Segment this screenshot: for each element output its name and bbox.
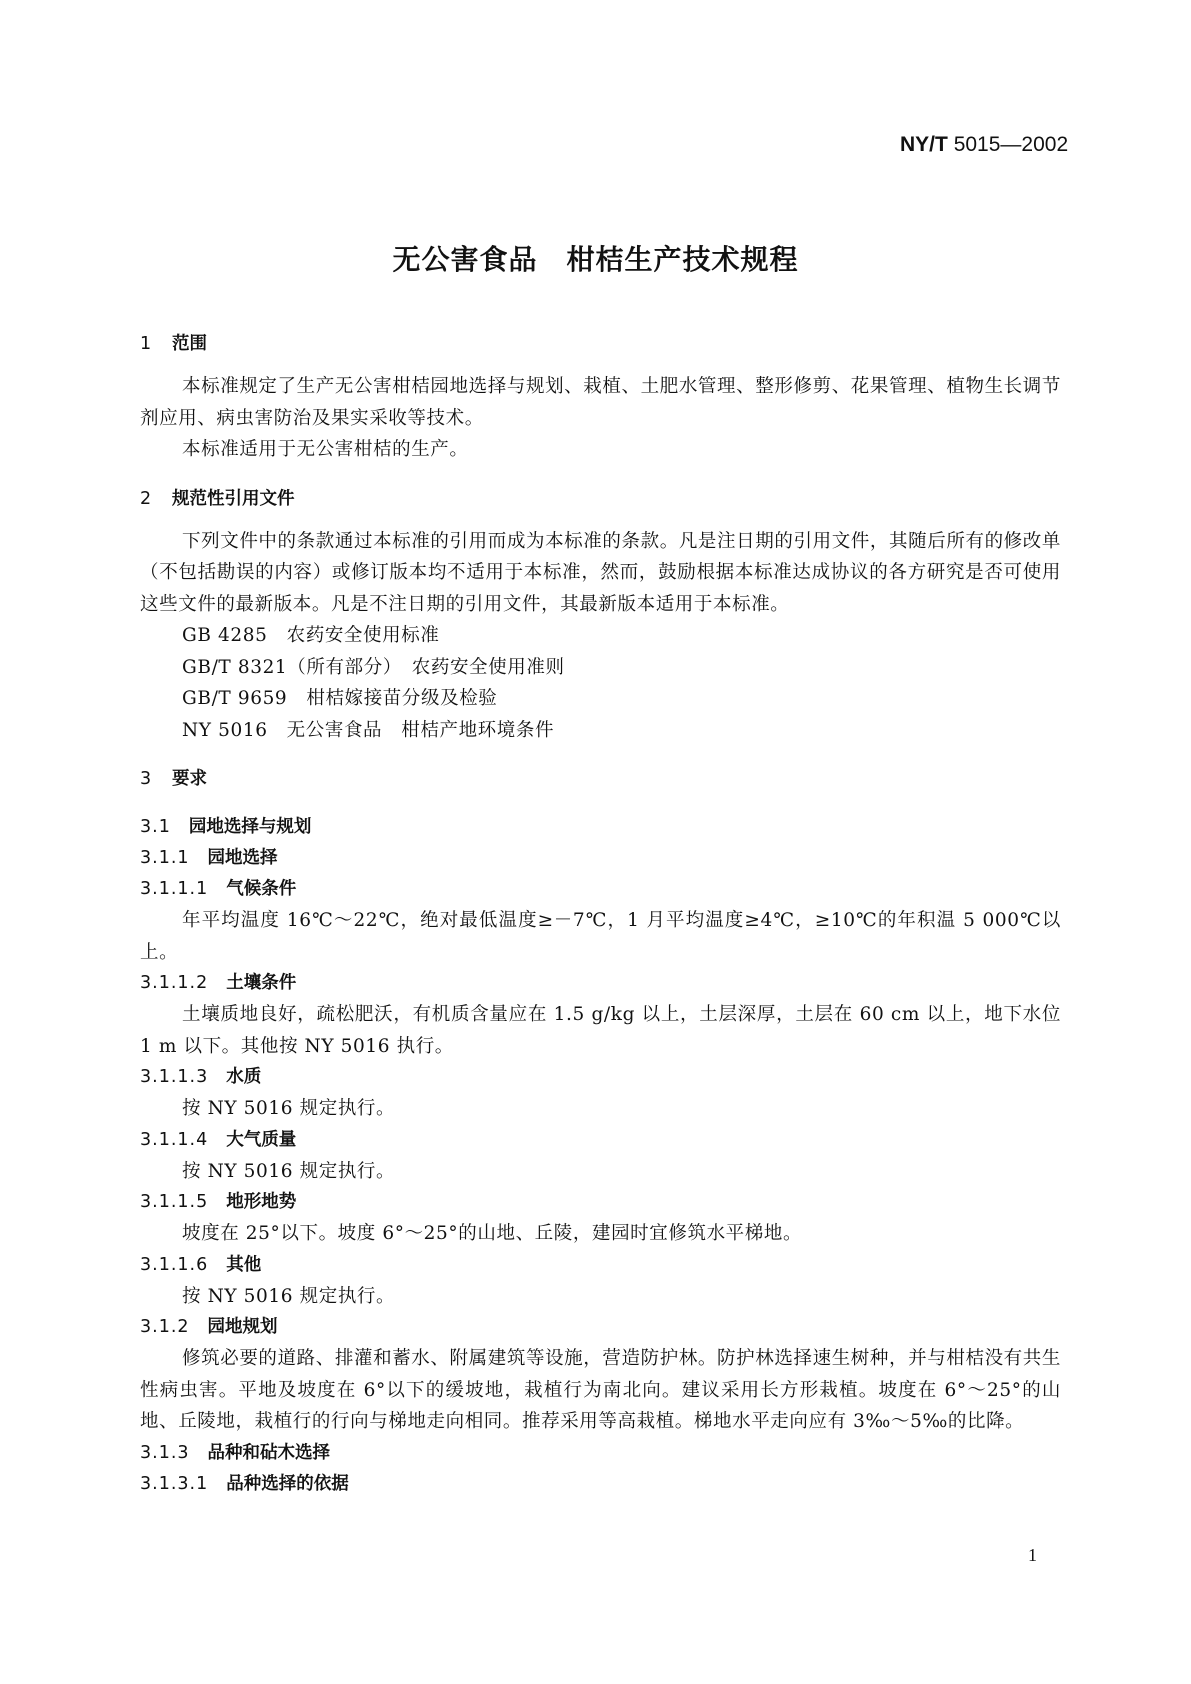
- reference-item: GB/T 8321（所有部分） 农药安全使用准则: [182, 656, 565, 678]
- climate-paragraph: 年平均温度 16℃～22℃，绝对最低温度≥－7℃，1 月平均温度≥4℃，≥10℃的年积温 5 000℃以上。: [140, 910, 1061, 963]
- section-title: 范围: [172, 334, 207, 354]
- section-3-1-1-6-heading: [140, 1250, 1061, 1281]
- section-number: 3.1.3.1: [140, 1473, 209, 1494]
- section-3-1-1-5-heading: [140, 1187, 1061, 1218]
- section-2-paragraph: 下列文件中的条款通过本标准的引用而成为本标准的条款。凡是注日期的引用文件，其随后所有的修改单（不包括勘误的内容）或修订版本均不适用于本标准，然而，鼓励根据本标准达成协议的各方研究是否可使用这些文件的最新版本。凡是不注日期的引用文件，其最新版本适用于本标准。: [140, 530, 1061, 615]
- section-title: 要求: [172, 769, 207, 789]
- section-3-1-1-2-heading: [140, 968, 1061, 999]
- section-title: 品种选择的依据: [226, 1473, 349, 1494]
- standard-code-number: 5015—2002: [953, 133, 1069, 156]
- section-title: 规范性引用文件: [172, 488, 295, 509]
- section-number: 3.1.1.4: [140, 1129, 209, 1150]
- section-number: 3.1.1.5: [140, 1192, 209, 1212]
- reference-item: NY 5016 无公害食品 柑桔产地环境条件: [182, 719, 555, 741]
- section-1-heading: [140, 330, 1061, 358]
- section-3-1-3-heading: [140, 1438, 1061, 1469]
- section-number: 2: [140, 488, 152, 509]
- section-1-paragraph-2: 本标准适用于无公害柑桔的生产。: [182, 439, 469, 460]
- section-title: 其他: [226, 1254, 262, 1275]
- section-number: 3.1.1.2: [140, 973, 209, 993]
- orchard-planning-paragraph: 修筑必要的道路、排灌和蓄水、附属建筑等设施，营造防护林。防护林选择速生树种，并与柑桔没有共生性病虫害。平地及坡度在 6°以下的缓坡地，栽植行为南北向。建议采用长方形栽植。坡度在 6°～25°的山地、丘陵地，栽植行的行向与梯地走向相同。推荐采用等高栽植。梯地水平走向应有 3‰～5‰的比降。: [140, 1348, 1061, 1432]
- section-title: 土壤条件: [226, 973, 297, 993]
- section-number: 1: [140, 334, 152, 354]
- terrain-paragraph: 坡度在 25°以下。坡度 6°～25°的山地、丘陵，建园时宜修筑水平梯地。: [182, 1223, 803, 1244]
- standard-code: [900, 133, 1069, 157]
- section-1-paragraph-1: 本标准规定了生产无公害柑桔园地选择与规划、栽植、土肥水管理、整形修剪、花果管理、植物生长调节剂应用、病虫害防治及果实采收等技术。: [140, 376, 1061, 429]
- section-title: 地形地势: [226, 1192, 297, 1212]
- section-title: 园地选择: [207, 848, 278, 868]
- section-title: 品种和砧木选择: [207, 1442, 331, 1463]
- section-3-1-1-4-heading: [140, 1125, 1061, 1156]
- section-number: 3.1.1.3: [140, 1067, 209, 1087]
- water-quality-paragraph: 按 NY 5016 规定执行。: [182, 1098, 396, 1119]
- section-3-1-1-3-heading: [140, 1062, 1061, 1093]
- page-number: 1: [1028, 1545, 1037, 1565]
- section-number: 3.1: [140, 817, 171, 837]
- air-quality-paragraph: 按 NY 5016 规定执行。: [182, 1160, 396, 1182]
- section-number: 3.1.1: [140, 848, 190, 868]
- section-title: 园地规划: [207, 1317, 278, 1337]
- standard-code-prefix: NY/T: [900, 133, 948, 156]
- section-3-1-heading: [140, 812, 1061, 843]
- section-3-1-1-heading: [140, 843, 1061, 874]
- section-title: 大气质量: [226, 1129, 297, 1150]
- reference-item: GB/T 9659 柑桔嫁接苗分级及检验: [182, 688, 498, 709]
- soil-paragraph: 土壤质地良好，疏松肥沃，有机质含量应在 1.5 g/kg 以上，土层深厚，土层在 60 cm 以上，地下水位 1 m 以下。其他按 NY 5016 执行。: [140, 1004, 1061, 1057]
- section-3-1-2-heading: [140, 1312, 1061, 1343]
- other-paragraph: 按 NY 5016 规定执行。: [182, 1285, 396, 1307]
- section-title: 园地选择与规划: [188, 817, 312, 837]
- section-2-heading: [140, 485, 1061, 513]
- document-title: 无公害食品 柑桔生产技术规程: [392, 243, 799, 276]
- section-title: 水质: [226, 1067, 262, 1087]
- section-number: 3.1.1.6: [140, 1254, 209, 1275]
- section-number: 3.1.1.1: [140, 879, 209, 899]
- section-number: 3.1.3: [140, 1442, 190, 1463]
- section-3-1-1-1-heading: [140, 874, 1061, 905]
- section-title: 气候条件: [226, 879, 297, 899]
- document-body: [140, 330, 1061, 1500]
- section-3-heading: [140, 765, 1061, 793]
- section-number: 3: [140, 769, 152, 789]
- section-number: 3.1.2: [140, 1317, 190, 1337]
- section-3-1-3-1-heading: [140, 1469, 1061, 1500]
- reference-item: GB 4285 农药安全使用标准: [182, 625, 440, 646]
